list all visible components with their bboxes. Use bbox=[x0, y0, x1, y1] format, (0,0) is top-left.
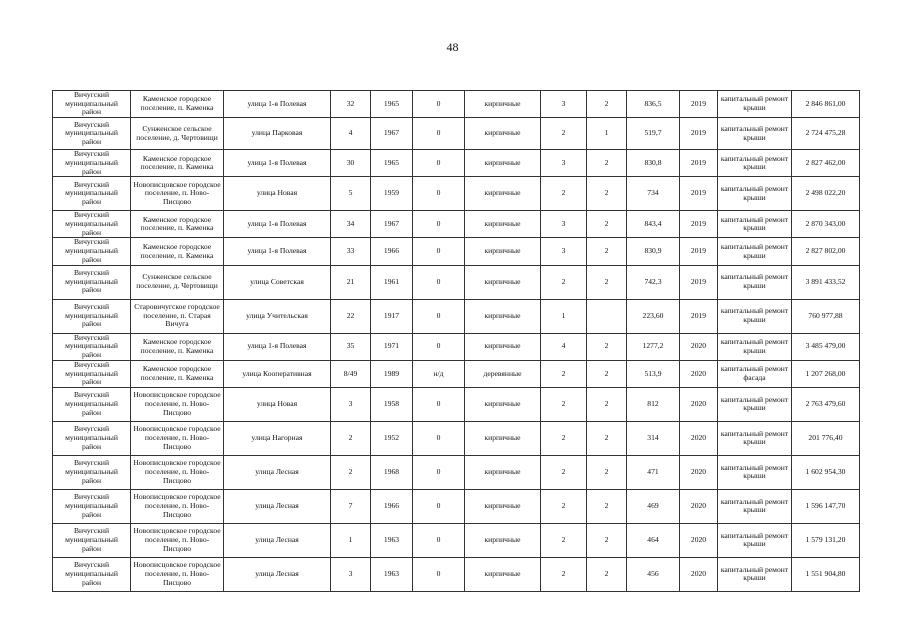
year-built-cell: 1966 bbox=[371, 238, 413, 265]
area-cell: 464 bbox=[627, 523, 680, 557]
district-cell: Вичугский муниципальный район bbox=[53, 455, 131, 489]
floors-cell: 2 bbox=[541, 455, 587, 489]
year-built-cell: 1968 bbox=[371, 455, 413, 489]
wall-material-cell: кирпичные bbox=[465, 557, 541, 591]
entrances-cell: 2 bbox=[587, 150, 627, 177]
plan-year-cell: 2019 bbox=[680, 211, 718, 238]
floors-cell: 2 bbox=[541, 557, 587, 591]
street-cell: улица 1-я Полевая bbox=[224, 238, 331, 265]
entrances-cell: 2 bbox=[587, 387, 627, 421]
area-cell: 843,4 bbox=[627, 211, 680, 238]
wall-material-cell: кирпичные bbox=[465, 238, 541, 265]
floors-cell: 2 bbox=[541, 177, 587, 211]
settlement-cell: Новописцовское городское поселение, п. Ново-Писцово bbox=[131, 557, 224, 591]
street-cell: улица Советская bbox=[224, 265, 331, 299]
area-cell: 836,5 bbox=[627, 91, 680, 118]
floors-cell: 2 bbox=[541, 387, 587, 421]
settlement-cell: Каменское городское поселение, п. Каменка bbox=[131, 238, 224, 265]
wall-material-cell: кирпичные bbox=[465, 211, 541, 238]
table-row bbox=[53, 150, 860, 177]
year-built-cell: 1958 bbox=[371, 387, 413, 421]
work-type-cell: капитальный ремонт крыши bbox=[718, 150, 792, 177]
district-cell: Вичугский муниципальный район bbox=[53, 523, 131, 557]
wear-cell: н/д bbox=[413, 360, 465, 387]
house-number-cell: 30 bbox=[331, 150, 371, 177]
settlement-cell: Новописцовское городское поселение, п. Ново-Писцово bbox=[131, 489, 224, 523]
area-cell: 513,9 bbox=[627, 360, 680, 387]
street-cell: улица Новая bbox=[224, 177, 331, 211]
district-cell: Вичугский муниципальный район bbox=[53, 177, 131, 211]
house-number-cell: 2 bbox=[331, 455, 371, 489]
area-cell: 471 bbox=[627, 455, 680, 489]
floors-cell: 2 bbox=[541, 421, 587, 455]
settlement-cell: Каменское городское поселение, п. Каменка bbox=[131, 333, 224, 360]
district-cell: Вичугский муниципальный район bbox=[53, 265, 131, 299]
floors-cell: 2 bbox=[541, 523, 587, 557]
settlement-cell: Сунженское сельское поселение, д. Чертовищи bbox=[131, 118, 224, 150]
year-built-cell: 1967 bbox=[371, 211, 413, 238]
entrances-cell: 2 bbox=[587, 91, 627, 118]
district-cell: Вичугский муниципальный район bbox=[53, 421, 131, 455]
plan-year-cell: 2019 bbox=[680, 150, 718, 177]
table-row bbox=[53, 118, 860, 150]
year-built-cell: 1965 bbox=[371, 150, 413, 177]
area-cell: 314 bbox=[627, 421, 680, 455]
work-type-cell: капитальный ремонт крыши bbox=[718, 523, 792, 557]
plan-year-cell: 2020 bbox=[680, 557, 718, 591]
wall-material-cell: кирпичные bbox=[465, 489, 541, 523]
entrances-cell: 2 bbox=[587, 177, 627, 211]
table-row bbox=[53, 387, 860, 421]
wear-cell: 0 bbox=[413, 91, 465, 118]
work-type-cell: капитальный ремонт крыши bbox=[718, 455, 792, 489]
floors-cell: 2 bbox=[541, 118, 587, 150]
cost-cell: 1 602 954,30 bbox=[792, 455, 860, 489]
street-cell: улица Лесная bbox=[224, 557, 331, 591]
street-cell: улица 1-я Полевая bbox=[224, 211, 331, 238]
table-row bbox=[53, 238, 860, 265]
work-type-cell: капитальный ремонт крыши bbox=[718, 211, 792, 238]
district-cell: Вичугский муниципальный район bbox=[53, 333, 131, 360]
wear-cell: 0 bbox=[413, 299, 465, 333]
house-number-cell: 35 bbox=[331, 333, 371, 360]
work-type-cell: капитальный ремонт крыши bbox=[718, 333, 792, 360]
wear-cell: 0 bbox=[413, 211, 465, 238]
housing-registry-table bbox=[52, 90, 860, 592]
settlement-cell: Новописцовское городское поселение, п. Ново-Писцово bbox=[131, 523, 224, 557]
entrances-cell: 2 bbox=[587, 557, 627, 591]
wear-cell: 0 bbox=[413, 489, 465, 523]
cost-cell: 3 891 433,52 bbox=[792, 265, 860, 299]
wall-material-cell: кирпичные bbox=[465, 265, 541, 299]
street-cell: улица Лесная bbox=[224, 489, 331, 523]
street-cell: улица Нагорная bbox=[224, 421, 331, 455]
wear-cell: 0 bbox=[413, 387, 465, 421]
house-number-cell: 1 bbox=[331, 523, 371, 557]
plan-year-cell: 2020 bbox=[680, 523, 718, 557]
street-cell: улица Парковая bbox=[224, 118, 331, 150]
settlement-cell: Новописцовское городское поселение, п. Ново-Писцово bbox=[131, 421, 224, 455]
floors-cell: 2 bbox=[541, 360, 587, 387]
settlement-cell: Новописцовское городское поселение, п. Ново-Писцово bbox=[131, 455, 224, 489]
settlement-cell: Новописцовское городское поселение, п. Ново-Писцово bbox=[131, 177, 224, 211]
year-built-cell: 1963 bbox=[371, 523, 413, 557]
house-number-cell: 21 bbox=[331, 265, 371, 299]
table-row bbox=[53, 489, 860, 523]
street-cell: улица Новая bbox=[224, 387, 331, 421]
wear-cell: 0 bbox=[413, 557, 465, 591]
wall-material-cell: кирпичные bbox=[465, 333, 541, 360]
wall-material-cell: кирпичные bbox=[465, 118, 541, 150]
house-number-cell: 3 bbox=[331, 387, 371, 421]
street-cell: улица Учительская bbox=[224, 299, 331, 333]
plan-year-cell: 2019 bbox=[680, 177, 718, 211]
settlement-cell: Старовичугское городское поселение, п. Старая Вичуга bbox=[131, 299, 224, 333]
cost-cell: 1 551 904,80 bbox=[792, 557, 860, 591]
floors-cell: 4 bbox=[541, 333, 587, 360]
entrances-cell: 2 bbox=[587, 523, 627, 557]
district-cell: Вичугский муниципальный район bbox=[53, 360, 131, 387]
table-row bbox=[53, 360, 860, 387]
cost-cell: 1 207 268,00 bbox=[792, 360, 860, 387]
street-cell: улица Кооперативная bbox=[224, 360, 331, 387]
wear-cell: 0 bbox=[413, 523, 465, 557]
district-cell: Вичугский муниципальный район bbox=[53, 211, 131, 238]
house-number-cell: 33 bbox=[331, 238, 371, 265]
year-built-cell: 1989 bbox=[371, 360, 413, 387]
district-cell: Вичугский муниципальный район bbox=[53, 118, 131, 150]
area-cell: 812 bbox=[627, 387, 680, 421]
area-cell: 742,3 bbox=[627, 265, 680, 299]
plan-year-cell: 2020 bbox=[680, 360, 718, 387]
cost-cell: 201 776,40 bbox=[792, 421, 860, 455]
district-cell: Вичугский муниципальный район bbox=[53, 299, 131, 333]
street-cell: улица 1-я Полевая bbox=[224, 150, 331, 177]
entrances-cell: 2 bbox=[587, 265, 627, 299]
plan-year-cell: 2020 bbox=[680, 421, 718, 455]
house-number-cell: 2 bbox=[331, 421, 371, 455]
wall-material-cell: кирпичные bbox=[465, 299, 541, 333]
year-built-cell: 1966 bbox=[371, 489, 413, 523]
district-cell: Вичугский муниципальный район bbox=[53, 557, 131, 591]
table-body bbox=[53, 91, 860, 592]
wear-cell: 0 bbox=[413, 177, 465, 211]
table-row bbox=[53, 421, 860, 455]
floors-cell: 1 bbox=[541, 299, 587, 333]
area-cell: 1277,2 bbox=[627, 333, 680, 360]
cost-cell: 2 827 462,00 bbox=[792, 150, 860, 177]
table-row bbox=[53, 91, 860, 118]
cost-cell: 2 870 343,00 bbox=[792, 211, 860, 238]
wear-cell: 0 bbox=[413, 265, 465, 299]
area-cell: 469 bbox=[627, 489, 680, 523]
area-cell: 734 bbox=[627, 177, 680, 211]
district-cell: Вичугский муниципальный район bbox=[53, 387, 131, 421]
cost-cell: 2 763 479,60 bbox=[792, 387, 860, 421]
wall-material-cell: кирпичные bbox=[465, 387, 541, 421]
wear-cell: 0 bbox=[413, 118, 465, 150]
plan-year-cell: 2020 bbox=[680, 455, 718, 489]
street-cell: улица 1-я Полевая bbox=[224, 91, 331, 118]
area-cell: 456 bbox=[627, 557, 680, 591]
plan-year-cell: 2020 bbox=[680, 387, 718, 421]
area-cell: 519,7 bbox=[627, 118, 680, 150]
table-row bbox=[53, 265, 860, 299]
cost-cell: 2 846 861,00 bbox=[792, 91, 860, 118]
year-built-cell: 1971 bbox=[371, 333, 413, 360]
entrances-cell: 2 bbox=[587, 455, 627, 489]
settlement-cell: Каменское городское поселение, п. Каменка bbox=[131, 150, 224, 177]
house-number-cell: 34 bbox=[331, 211, 371, 238]
settlement-cell: Сунженское сельское поселение, д. Чертовищи bbox=[131, 265, 224, 299]
house-number-cell: 3 bbox=[331, 557, 371, 591]
work-type-cell: капитальный ремонт фасада bbox=[718, 360, 792, 387]
work-type-cell: капитальный ремонт крыши bbox=[718, 177, 792, 211]
wall-material-cell: кирпичные bbox=[465, 177, 541, 211]
cost-cell: 1 596 147,70 bbox=[792, 489, 860, 523]
plan-year-cell: 2020 bbox=[680, 489, 718, 523]
wall-material-cell: кирпичные bbox=[465, 150, 541, 177]
plan-year-cell: 2019 bbox=[680, 265, 718, 299]
wear-cell: 0 bbox=[413, 455, 465, 489]
year-built-cell: 1965 bbox=[371, 91, 413, 118]
floors-cell: 3 bbox=[541, 91, 587, 118]
plan-year-cell: 2020 bbox=[680, 333, 718, 360]
work-type-cell: капитальный ремонт крыши bbox=[718, 557, 792, 591]
entrances-cell: 2 bbox=[587, 489, 627, 523]
cost-cell: 1 579 131,20 bbox=[792, 523, 860, 557]
wall-material-cell: кирпичные bbox=[465, 523, 541, 557]
floors-cell: 3 bbox=[541, 211, 587, 238]
cost-cell: 2 827 802,00 bbox=[792, 238, 860, 265]
table-row bbox=[53, 523, 860, 557]
street-cell: улица Лесная bbox=[224, 455, 331, 489]
table-row bbox=[53, 177, 860, 211]
floors-cell: 2 bbox=[541, 489, 587, 523]
area-cell: 830,8 bbox=[627, 150, 680, 177]
work-type-cell: капитальный ремонт крыши bbox=[718, 265, 792, 299]
house-number-cell: 22 bbox=[331, 299, 371, 333]
plan-year-cell: 2019 bbox=[680, 118, 718, 150]
entrances-cell bbox=[587, 299, 627, 333]
table-row bbox=[53, 299, 860, 333]
floors-cell: 3 bbox=[541, 150, 587, 177]
entrances-cell: 2 bbox=[587, 238, 627, 265]
house-number-cell: 7 bbox=[331, 489, 371, 523]
house-number-cell: 4 bbox=[331, 118, 371, 150]
floors-cell: 2 bbox=[541, 265, 587, 299]
wall-material-cell: деревянные bbox=[465, 360, 541, 387]
table-row bbox=[53, 455, 860, 489]
table-row bbox=[53, 557, 860, 591]
district-cell: Вичугский муниципальный район bbox=[53, 150, 131, 177]
entrances-cell: 2 bbox=[587, 333, 627, 360]
district-cell: Вичугский муниципальный район bbox=[53, 91, 131, 118]
work-type-cell: капитальный ремонт крыши bbox=[718, 91, 792, 118]
settlement-cell: Каменское городское поселение, п. Каменка bbox=[131, 360, 224, 387]
year-built-cell: 1963 bbox=[371, 557, 413, 591]
work-type-cell: капитальный ремонт крыши bbox=[718, 421, 792, 455]
area-cell: 223,60 bbox=[627, 299, 680, 333]
plan-year-cell: 2019 bbox=[680, 299, 718, 333]
work-type-cell: капитальный ремонт крыши bbox=[718, 299, 792, 333]
district-cell: Вичугский муниципальный район bbox=[53, 238, 131, 265]
settlement-cell: Каменское городское поселение, п. Каменка bbox=[131, 211, 224, 238]
plan-year-cell: 2019 bbox=[680, 91, 718, 118]
cost-cell: 760 977,88 bbox=[792, 299, 860, 333]
street-cell: улица Лесная bbox=[224, 523, 331, 557]
settlement-cell: Новописцовское городское поселение, п. Ново-Писцово bbox=[131, 387, 224, 421]
entrances-cell: 2 bbox=[587, 421, 627, 455]
entrances-cell: 1 bbox=[587, 118, 627, 150]
house-number-cell: 8/49 bbox=[331, 360, 371, 387]
wear-cell: 0 bbox=[413, 421, 465, 455]
year-built-cell: 1961 bbox=[371, 265, 413, 299]
page-number: 48 bbox=[446, 40, 459, 54]
cost-cell: 2 724 475,28 bbox=[792, 118, 860, 150]
table-row bbox=[53, 333, 860, 360]
district-cell: Вичугский муниципальный район bbox=[53, 489, 131, 523]
street-cell: улица 1-я Полевая bbox=[224, 333, 331, 360]
year-built-cell: 1959 bbox=[371, 177, 413, 211]
year-built-cell: 1952 bbox=[371, 421, 413, 455]
area-cell: 830,9 bbox=[627, 238, 680, 265]
cost-cell: 2 498 022,20 bbox=[792, 177, 860, 211]
table-row bbox=[53, 211, 860, 238]
year-built-cell: 1917 bbox=[371, 299, 413, 333]
wall-material-cell: кирпичные bbox=[465, 455, 541, 489]
cost-cell: 3 485 479,00 bbox=[792, 333, 860, 360]
entrances-cell: 2 bbox=[587, 211, 627, 238]
settlement-cell: Каменское городское поселение, п. Каменка bbox=[131, 91, 224, 118]
year-built-cell: 1967 bbox=[371, 118, 413, 150]
house-number-cell: 32 bbox=[331, 91, 371, 118]
house-number-cell: 5 bbox=[331, 177, 371, 211]
work-type-cell: капитальный ремонт крыши bbox=[718, 489, 792, 523]
wear-cell: 0 bbox=[413, 150, 465, 177]
work-type-cell: капитальный ремонт крыши bbox=[718, 118, 792, 150]
work-type-cell: капитальный ремонт крыши bbox=[718, 238, 792, 265]
entrances-cell: 2 bbox=[587, 360, 627, 387]
work-type-cell: капитальный ремонт крыши bbox=[718, 387, 792, 421]
floors-cell: 3 bbox=[541, 238, 587, 265]
wall-material-cell: кирпичные bbox=[465, 91, 541, 118]
wall-material-cell: кирпичные bbox=[465, 421, 541, 455]
plan-year-cell: 2019 bbox=[680, 238, 718, 265]
wear-cell: 0 bbox=[413, 333, 465, 360]
wear-cell: 0 bbox=[413, 238, 465, 265]
